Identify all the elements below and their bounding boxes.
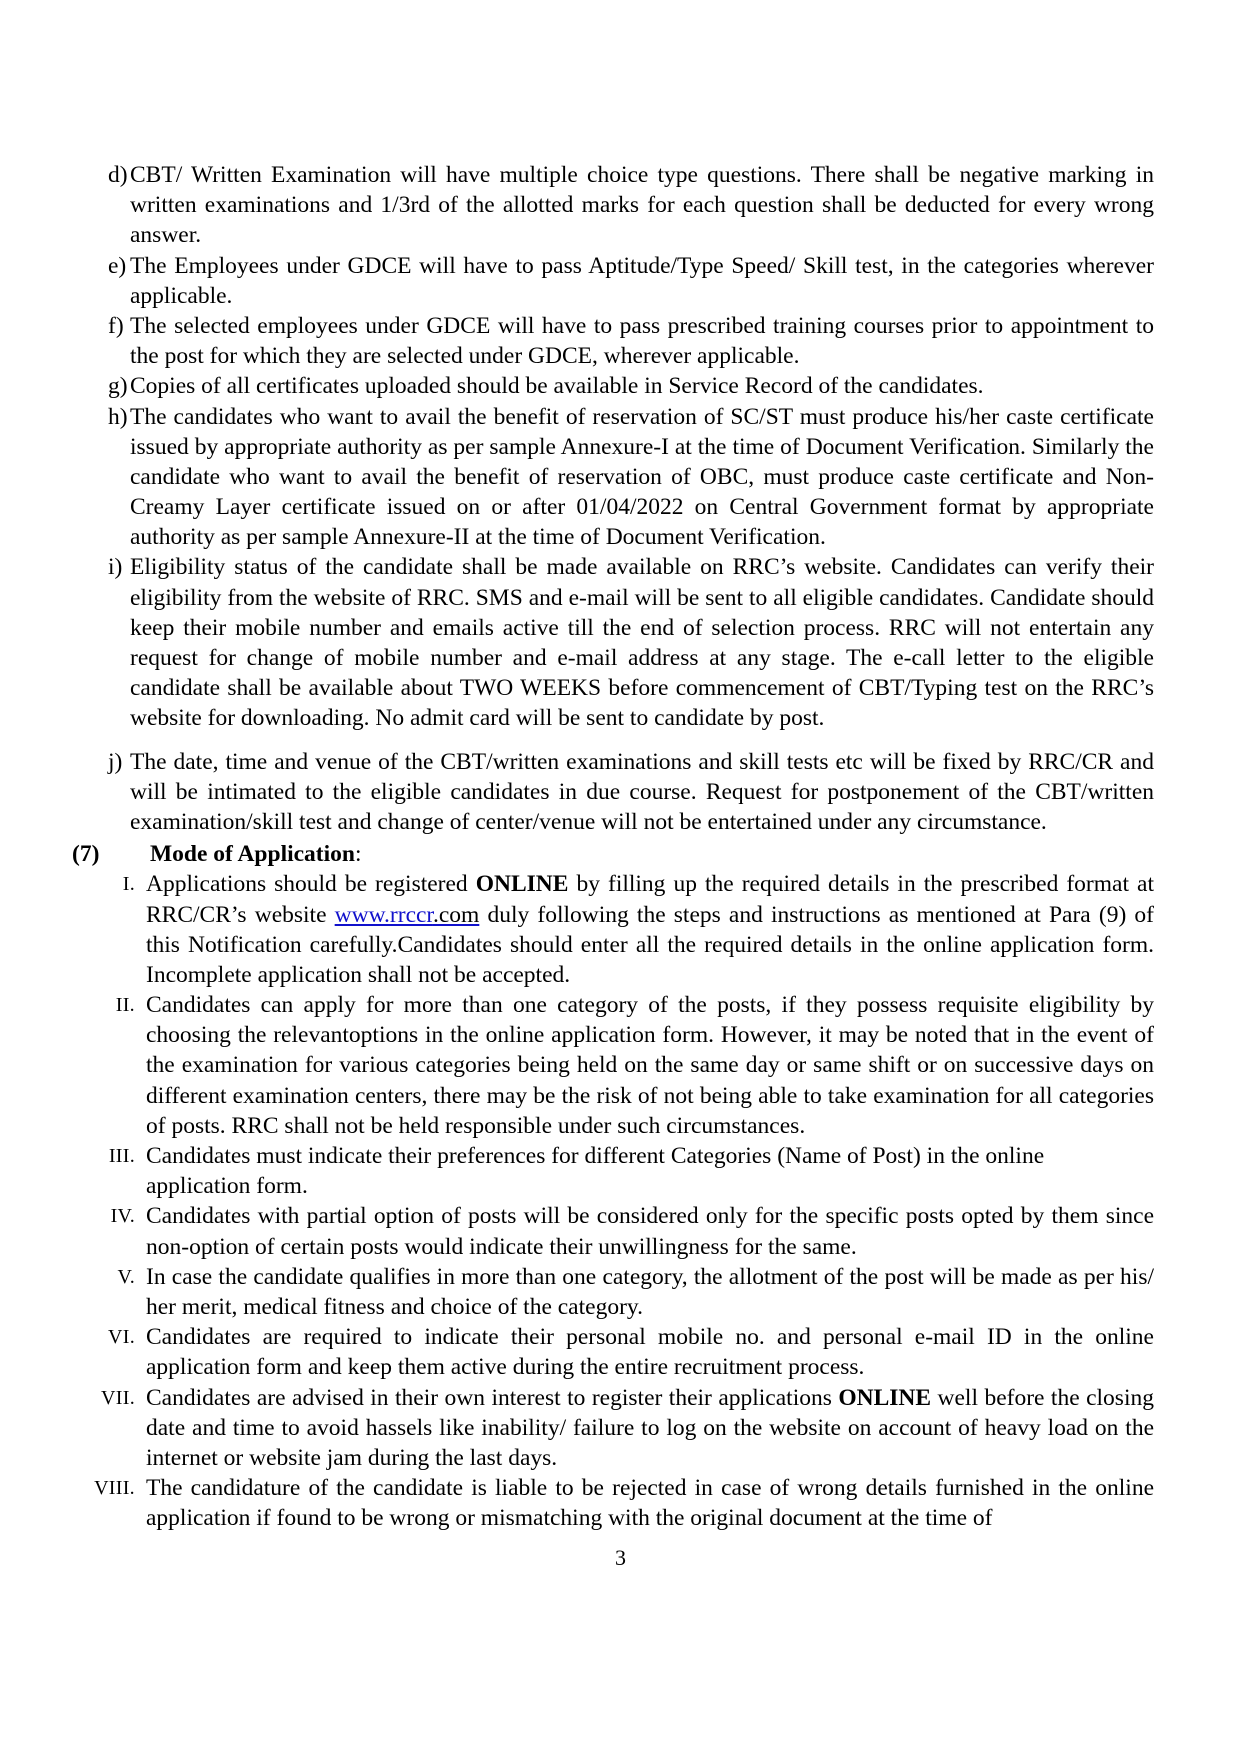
- roman-marker-v: V.: [117, 1265, 135, 1288]
- roman-text-i-part1: Applications should be registered: [146, 871, 476, 898]
- online-emphasis-2: ONLINE: [838, 1384, 932, 1411]
- clause-f: [72, 311, 1154, 371]
- roman-text-i: [146, 869, 1154, 990]
- page-number: 3: [615, 1545, 626, 1570]
- clause-marker-i: i): [108, 554, 123, 581]
- section-title-colon: :: [354, 841, 362, 868]
- clause-d: [72, 160, 1154, 251]
- roman-clause-vi: [72, 1322, 1154, 1382]
- clause-marker-f: f): [108, 312, 124, 339]
- roman-marker-ii: II.: [115, 994, 135, 1017]
- rrc-website-link-tld: .com: [432, 901, 480, 928]
- section-title: Mode of Application: [150, 841, 355, 868]
- roman-clause-ii: [72, 990, 1154, 1141]
- clause-h: [72, 402, 1154, 553]
- roman-clause-vii: [72, 1383, 1154, 1474]
- roman-text-i-part3: duly following the steps and instructions as mentioned at Para (9) of this Notification carefully.Candidates should enter all the required details in the online application form. Incomplete application shall not be accepted.: [146, 901, 1154, 988]
- roman-clause-i: [72, 869, 1154, 990]
- roman-clause-iv: [72, 1201, 1154, 1261]
- roman-text-iv: Candidates with partial option of posts will be considered only for the specific posts opted by them since non-option of certain posts would indicate their unwillingness for the same.: [146, 1203, 1154, 1260]
- roman-text-ii: Candidates can apply for more than one category of the posts, if they possess requisite eligibility by choosing the relevantoptions in the online application form. However, it may be noted that in the event of the examination for various categories being held on the same day or same shift or on successive days on different examination centers, there may be the risk of not being able to take examination for all categories of posts. RRC shall not be held responsible under such circumstances.: [146, 992, 1154, 1139]
- paragraph-spacer: [72, 734, 1154, 747]
- clause-marker-e: e): [108, 252, 127, 279]
- section-number: (7): [72, 841, 100, 868]
- section-title-wrapper: [150, 839, 1154, 869]
- clause-text-j: The date, time and venue of the CBT/written examinations and skill tests etc will be fixed by RRC/CR and will be intimated to the eligible candidates in due course. Request for postponement of the CBT/written examination/skill test and change of center/venue will not be entertained under any circumstance.: [130, 748, 1154, 835]
- clause-marker-h: h): [108, 403, 128, 430]
- roman-text-viii: The candidature of the candidate is liable to be rejected in case of wrong details furnished in the online application if found to be wrong or mismatching with the original document at the time of: [146, 1475, 1154, 1532]
- roman-text-iii: Candidates must indicate their preferences for different Categories (Name of Post) in the online application form.: [146, 1143, 1045, 1200]
- rrc-website-link[interactable]: [335, 902, 480, 928]
- clause-marker-j: j): [108, 748, 123, 775]
- roman-clause-list: [72, 869, 1154, 1533]
- clause-text-e: The Employees under GDCE will have to pass Aptitude/Type Speed/ Skill test, in the categories wherever applicable.: [130, 252, 1154, 309]
- clause-text-h: The candidates who want to avail the benefit of reservation of SC/ST must produce his/her caste certificate issued by appropriate authority as per sample Annexure-I at the time of Document Verification. Similarly the candidate who want to avail the benefit of reservation of OBC, must produce caste certificate and Non-Creamy Layer certificate issued on or after 01/04/2022 on Central Government format by appropriate authority as per sample Annexure-II at the time of Document Verification.: [130, 403, 1154, 551]
- roman-text-vi: Candidates are required to indicate their personal mobile no. and personal e-mail ID in the online application form and keep them active during the entire recruitment process.: [146, 1324, 1154, 1381]
- clause-i: [72, 552, 1154, 733]
- online-emphasis-1: ONLINE: [475, 871, 569, 898]
- clause-text-g: Copies of all certificates uploaded should be available in Service Record of the candidates.: [130, 373, 984, 400]
- page-content: [72, 160, 1154, 1533]
- roman-marker-vii: VII.: [101, 1386, 135, 1409]
- alphabetical-clause-list: [72, 160, 1154, 837]
- roman-clause-v: [72, 1262, 1154, 1322]
- roman-text-vii-part1: Candidates are advised in their own interest to register their applications: [146, 1384, 839, 1411]
- roman-clause-viii: [72, 1473, 1154, 1533]
- clause-j: [72, 747, 1154, 838]
- clause-marker-d: d): [108, 162, 128, 188]
- roman-marker-i: I.: [122, 873, 135, 896]
- roman-text-vii: [146, 1383, 1154, 1474]
- roman-marker-viii: VIII.: [94, 1477, 135, 1500]
- clause-g: [72, 371, 1154, 401]
- rrc-website-link-host: www.rrccr: [334, 901, 433, 928]
- clause-e: [72, 251, 1154, 311]
- clause-marker-g: g): [108, 373, 128, 400]
- clause-text-d: CBT/ Written Examination will have multiple choice type questions. There shall be negative marking in written examinations and 1/3rd of the allotted marks for each question shall be deducted for every wrong answer.: [130, 162, 1154, 249]
- roman-text-v: In case the candidate qualifies in more than one category, the allotment of the post will be made as per his/ her merit, medical fitness and choice of the category.: [146, 1263, 1154, 1320]
- clause-text-f: The selected employees under GDCE will have to pass prescribed training courses prior to appointment to the post for which they are selected under GDCE, wherever applicable.: [130, 312, 1154, 370]
- section-heading-mode-of-application: [72, 839, 1154, 869]
- roman-marker-iii: III.: [108, 1145, 135, 1167]
- roman-marker-iv: IV.: [110, 1205, 135, 1228]
- clause-text-i: Eligibility status of the candidate shall be made available on RRC’s website. Candidates can verify their eligibility from the website of RRC. SMS and e-mail will be sent to all eligible candidates. Candidate should keep their mobile number and emails active till the end of selection process. RRC will not entertain any request for change of mobile number and e-mail address at any stage. The e-call letter to the eligible candidate shall be available about TWO WEEKS before commencement of CBT/Typing test on the RRC’s website for downloading. No admit card will be sent to candidate by post.: [130, 554, 1154, 732]
- roman-clause-iii: [72, 1141, 1154, 1201]
- roman-marker-vi: VI.: [107, 1326, 135, 1349]
- roman-text-vii-part2: well before the closing date and time to avoid hassels like inability/ failure to log on the website on account of heavy load on the internet or website jam during the last days.: [146, 1384, 1154, 1471]
- roman-text-i-part2: by filling up the required details in the prescribed format at RRC/CR’s website: [146, 871, 1154, 928]
